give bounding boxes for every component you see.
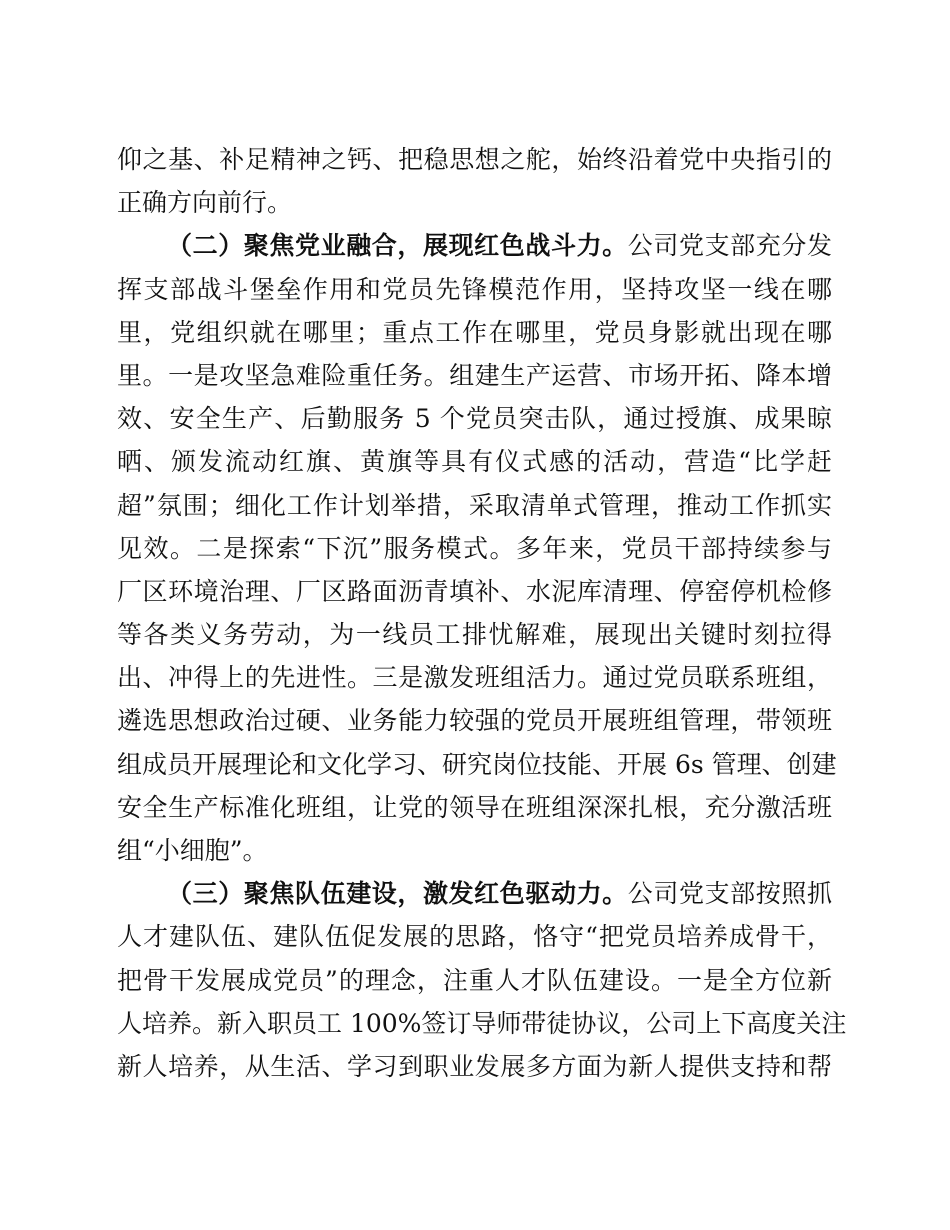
line-text: 公司党支部充分发 (627, 231, 832, 261)
section-heading: （二）聚焦党业融合，展现红色战斗力。 (167, 231, 628, 261)
body-text (117, 138, 847, 1088)
text-line (117, 397, 832, 440)
text-line (117, 311, 832, 354)
text-line (117, 354, 832, 397)
text-line (117, 1045, 832, 1088)
line-text: 挥支部战斗堡垒作用和党员先锋模范作用，坚持攻坚一线在哪 (117, 274, 832, 304)
text-line (117, 138, 832, 181)
text-line (117, 656, 832, 699)
line-text: 厂区环境治理、厂区路面沥青填补、水泥库清理、停窑停机检修 (117, 576, 832, 606)
line-text: 遴选思想政治过硬、业务能力较强的党员开展班组管理，带领班 (117, 706, 832, 736)
text-line (117, 268, 832, 311)
line-text: 见效。二是探索“下沉”服务模式。多年来，党员干部持续参与 (117, 533, 832, 563)
line-text: 仰之基、补足精神之钙、把稳思想之舵，始终沿着党中央指引的 (117, 145, 832, 174)
line-text: 人才建队伍、建队伍促发展的思路，恪守“把党员培养成骨干， (117, 922, 832, 952)
line-text: 晒、颁发流动红旗、黄旗等具有仪式感的活动，营造“比学赶 (117, 447, 832, 477)
text-line (117, 699, 832, 742)
text-line (117, 743, 837, 786)
text-line (117, 915, 832, 958)
text-line (117, 181, 832, 224)
line-text: 新人培养，从生活、学习到职业发展多方面为新人提供支持和帮 (117, 1051, 832, 1081)
text-line (117, 440, 832, 483)
line-text: 安全生产标准化班组，让党的领导在班组深深扎根，充分激活班 (117, 792, 832, 822)
line-text: 组“小细胞”。 (117, 836, 268, 865)
line-text: 组成员开展理论和文化学习、研究岗位技能、开展 6s 管理、创建 (117, 749, 837, 779)
text-line (117, 872, 832, 915)
text-line (117, 829, 832, 872)
line-text: 里，党组织就在哪里；重点工作在哪里，党员身影就出现在哪 (117, 317, 832, 347)
line-text: 里。一是攻坚急难险重任务。组建生产运营、市场开拓、降本增 (117, 360, 832, 390)
section-heading: （三）聚焦队伍建设，激发红色驱动力。 (167, 879, 628, 909)
line-text: 正确方向前行。 (117, 188, 293, 218)
line-text: 公司党支部按照抓 (627, 879, 832, 909)
text-line (117, 1002, 847, 1045)
text-line (117, 224, 832, 267)
text-line (117, 959, 832, 1002)
line-text: 出、冲得上的先进性。三是激发班组活力。通过党员联系班组， (117, 663, 832, 693)
text-line (117, 484, 832, 527)
line-text: 超”氛围；细化工作计划举措，采取清单式管理，推动工作抓实 (117, 490, 832, 520)
line-text: 把骨干发展成党员”的理念，注重人才队伍建设。一是全方位新 (117, 965, 832, 995)
text-line (117, 570, 832, 613)
line-text: 人培养。新入职员工 100%签订导师带徒协议，公司上下高度关注 (117, 1008, 847, 1038)
line-text: 效、安全生产、后勤服务 5 个党员突击队，通过授旗、成果晾 (117, 404, 832, 434)
line-text: 等各类义务劳动，为一线员工排忧解难，展现出关键时刻拉得 (117, 620, 832, 650)
text-line (117, 527, 832, 570)
text-line (117, 613, 832, 656)
text-line (117, 786, 832, 829)
